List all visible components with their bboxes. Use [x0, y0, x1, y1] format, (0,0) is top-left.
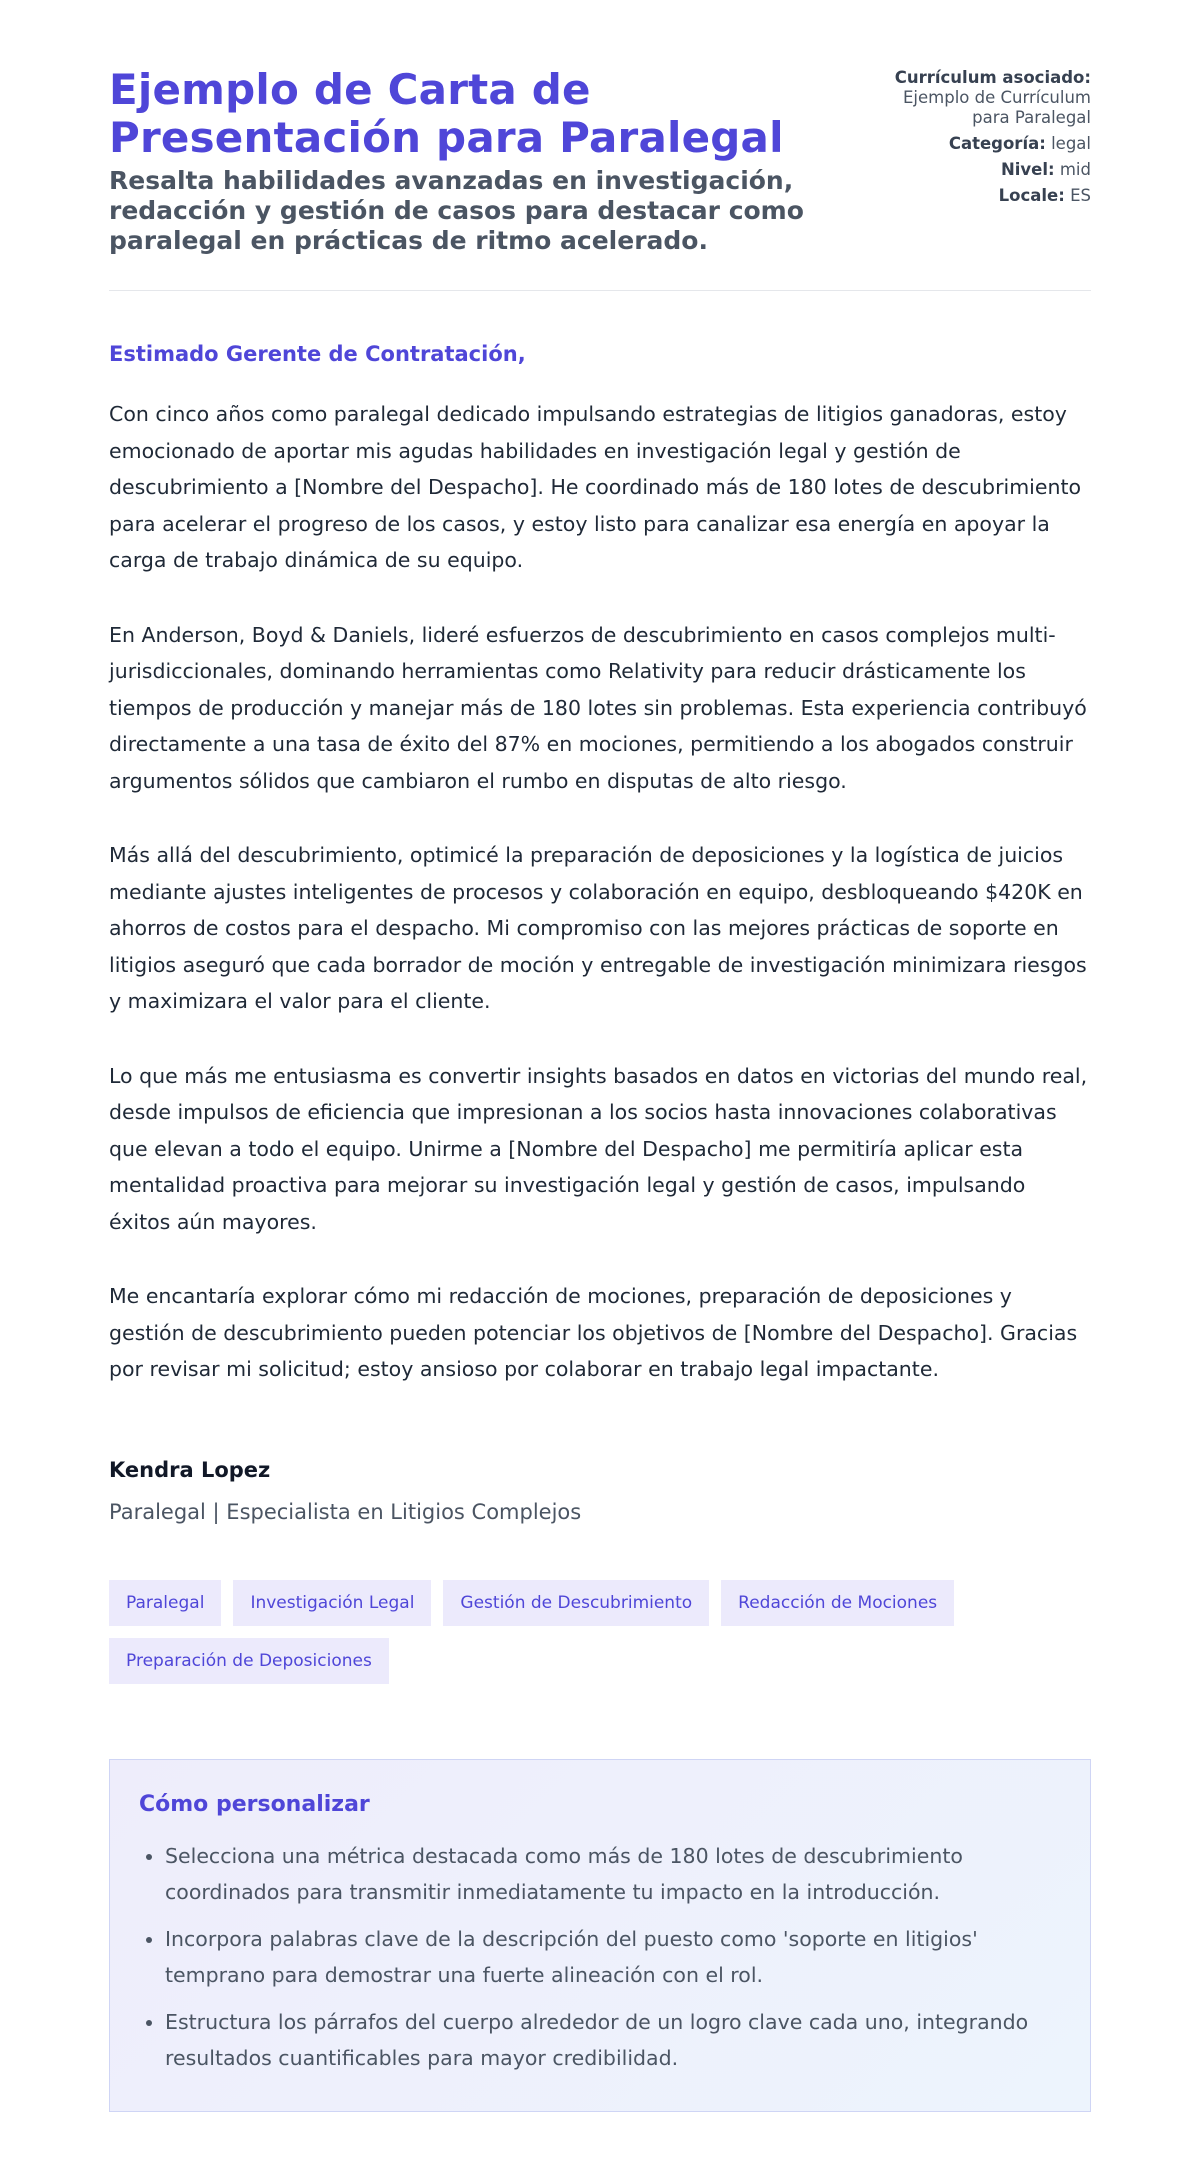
- meta-level: [885, 160, 1091, 180]
- signature-name: Kendra Lopez: [109, 1457, 271, 1482]
- meta-locale: [885, 186, 1091, 206]
- meta-resume-value: Ejemplo de Currículum para Paralegal: [903, 88, 1091, 127]
- meta-locale-label: Locale:: [998, 186, 1065, 205]
- customize-tip: • Estructura los párrafos del cuerpo alrededor de un logro clave cada uno, integrando resultados cuantificables para mayor credibilidad.: [165, 2004, 1054, 2076]
- meta-level-value: mid: [1059, 160, 1091, 179]
- letter-paragraph: Me encantaría explorar cómo mi redacción de mociones, preparación de deposiciones y gestión de descubrimiento pueden potenciar los objetivos de [Nombre del Despacho]. Gracias por revisar mi solicitud; estoy ansioso por colaborar en trabajo legal impactante.: [109, 1284, 1078, 1381]
- meta-resume-label: Currículum asociado:: [894, 68, 1091, 87]
- customize-tip: • Incorpora palabras clave de la descripción del puesto como 'soporte en litigios' temprano para demostrar una fuerte alineación con el rol.: [165, 1921, 1054, 1993]
- customize-title: Cómo personalizar: [139, 1791, 370, 1817]
- skill-tags: [109, 1580, 1091, 1696]
- meta-panel: [885, 68, 1091, 212]
- skill-tag: Gestión de Descubrimiento: [443, 1580, 709, 1626]
- meta-locale-value: ES: [1070, 186, 1091, 205]
- letter-paragraph: Lo que más me entusiasma es convertir insights basados en datos en victorias del mundo real, desde impulsos de eficiencia que impresionan a los socios hasta innovaciones colaborativas que elevan a todo el equipo. Unirme a [Nombre del Despacho] me permitiría aplicar esta mentalidad proactiva para mejorar su investigación legal y gestión de casos, impulsando éxitos aún mayores.: [109, 1063, 1088, 1234]
- skill-tag: Redacción de Mociones: [721, 1580, 954, 1626]
- customize-tip: • Selecciona una métrica destacada como más de 180 lotes de descubrimiento coordinados para transmitir inmediatamente tu impacto en la introducción.: [165, 1838, 1054, 1910]
- customize-tips: [139, 1838, 1054, 2076]
- meta-level-label: Nivel:: [1000, 160, 1055, 179]
- meta-category-label: Categoría:: [948, 134, 1046, 153]
- page-subtitle: Resalta habilidades avanzadas en investigación, redacción y gestión de casos para destacar como paralegal en prácticas de ritmo acelerado.: [109, 166, 804, 255]
- page-title: Ejemplo de Carta de Presentación para Paralegal: [109, 65, 784, 162]
- letter-paragraph: Más allá del descubrimiento, optimicé la preparación de deposiciones y la logística de juicios mediante ajustes inteligentes de procesos y colaboración en equipo, desbloqueando $420K en ahorros de costos para el despacho. Mi compromiso con las mejores prácticas de soporte en litigios aseguró que cada borrador de moción y entregable de investigación minimizara riesgos y maximizara el valor para el cliente.: [109, 843, 1087, 1013]
- skill-tag: Investigación Legal: [233, 1580, 431, 1626]
- meta-category: [885, 134, 1091, 154]
- meta-resume: [885, 68, 1091, 128]
- header-divider: [109, 290, 1091, 291]
- letter-greeting: Estimado Gerente de Contratación,: [109, 342, 526, 366]
- letter-paragraph: En Anderson, Boyd & Daniels, lideré esfuerzos de descubrimiento en casos complejos multi-jurisdiccionales, dominando herramientas como Relativity para reducir drásticamente los tiempos de producción y manejar más de 180 lotes sin problemas. Esta experiencia contribuyó directamente a una tasa de éxito del 87% en mociones, permitiendo a los abogados construir argumentos sólidos que cambiaron el rumbo en disputas de alto riesgo.: [109, 622, 1087, 793]
- meta-category-value: legal: [1051, 134, 1091, 153]
- header: [109, 66, 1091, 256]
- letter-paragraph: Con cinco años como paralegal dedicado impulsando estrategias de litigios ganadoras, estoy emocionado de aportar mis agudas habilidades en investigación legal y gestión de descubrimiento a [Nombre del Despacho]. He coordinado más de 180 lotes de descubrimiento para acelerar el progreso de los casos, y estoy listo para canalizar esa energía en apoyar la carga de trabajo dinámica de su equipo.: [109, 402, 1082, 572]
- signature-title: Paralegal | Especialista en Litigios Complejos: [109, 1499, 582, 1524]
- header-titles: [109, 66, 885, 256]
- customize-panel: [109, 1759, 1091, 2112]
- skill-tag: Preparación de Deposiciones: [109, 1638, 389, 1684]
- skill-tag: Paralegal: [109, 1580, 221, 1626]
